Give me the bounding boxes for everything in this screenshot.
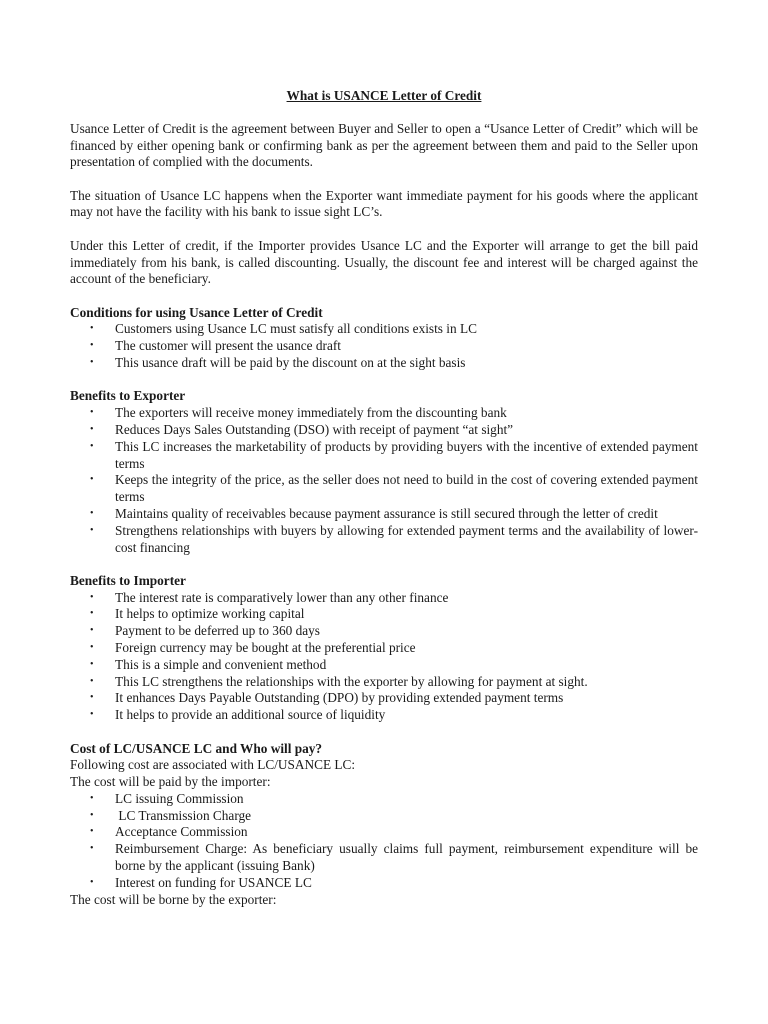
- situation-paragraph: The situation of Usance LC happens when the Exporter want immediate payment for his goods where the applicant may not have the facility with his bank to issue sight LC’s.: [70, 187, 698, 220]
- bullet-icon: •: [90, 625, 94, 637]
- importer-cost-list: [70, 791, 698, 892]
- bullet-icon: •: [90, 826, 94, 838]
- list-item: • Strengthens relationships with buyers by allowing for extended payment terms and the availability of lower-cost financing: [90, 522, 698, 555]
- list-item: • Reimbursement Charge: As beneficiary usually claims full payment, reimbursement expenditure will be borne by the applicant (issuing Bank): [90, 841, 698, 874]
- cost-intro: Following cost are associated with LC/USANCE LC:: [70, 757, 356, 773]
- document-page: [70, 88, 698, 908]
- conditions-heading: Conditions for using Usance Letter of Credit: [70, 304, 323, 320]
- bullet-icon: •: [90, 591, 94, 603]
- intro-paragraph: Usance Letter of Credit is the agreement between Buyer and Seller to open a “Usance Letter of Credit” which will be financed by either opening bank or confirming bank as per the agreement between them and paid to the Seller upon presentation of complied with the documents.: [70, 120, 698, 170]
- bullet-icon: •: [90, 792, 94, 804]
- list-item: • LC Transmission Charge: [90, 807, 252, 823]
- importer-benefits-list: [70, 590, 698, 724]
- list-item: • The customer will present the usance draft: [90, 338, 341, 354]
- bullet-icon: •: [90, 843, 94, 855]
- list-item: • This is a simple and convenient method: [90, 656, 327, 672]
- list-item: • The exporters will receive money immediately from the discounting bank: [90, 405, 507, 421]
- bullet-icon: •: [90, 507, 94, 519]
- bullet-icon: •: [90, 440, 94, 452]
- bullet-icon: •: [90, 709, 94, 721]
- discounting-paragraph: Under this Letter of credit, if the Importer provides Usance LC and the Exporter will arrange to get the bill paid immediately from his bank, is called discounting. Usually, the discount fee and interest will be charged against the account of the beneficiary.: [70, 237, 698, 287]
- cost-importer-line: The cost will be paid by the importer:: [70, 774, 271, 790]
- list-item: • Interest on funding for USANCE LC: [90, 874, 312, 890]
- list-item: • It enhances Days Payable Outstanding (DPO) by providing extended payment terms: [90, 690, 564, 706]
- list-item: • It helps to provide an additional source of liquidity: [90, 707, 386, 723]
- bullet-icon: •: [90, 876, 94, 888]
- list-item: • This LC increases the marketability of products by providing buyers with the incentive of extended payment terms: [90, 438, 698, 471]
- list-item: • It helps to optimize working capital: [90, 606, 305, 622]
- bullet-icon: •: [90, 357, 94, 369]
- list-item: • The interest rate is comparatively lower than any other finance: [90, 589, 449, 605]
- list-item: • LC issuing Commission: [90, 790, 244, 806]
- cost-exporter-line: The cost will be borne by the exporter:: [70, 891, 277, 907]
- bullet-icon: •: [90, 692, 94, 704]
- list-item: • Keeps the integrity of the price, as the seller does not need to build in the cost of covering extended payment terms: [90, 472, 698, 505]
- list-item: • Payment to be deferred up to 360 days: [90, 623, 320, 639]
- bullet-icon: •: [90, 474, 94, 486]
- bullet-icon: •: [90, 675, 94, 687]
- cost-heading: Cost of LC/USANCE LC and Who will pay?: [70, 740, 323, 756]
- list-item: • This usance draft will be paid by the discount on at the sight basis: [90, 355, 466, 371]
- conditions-list: [70, 321, 698, 371]
- bullet-icon: •: [90, 323, 94, 335]
- list-item: • This LC strengthens the relationships with the exporter by allowing for payment at sight.: [90, 673, 588, 689]
- bullet-icon: •: [90, 407, 94, 419]
- list-item: • Foreign currency may be bought at the preferential price: [90, 640, 416, 656]
- list-item: • Acceptance Commission: [90, 824, 248, 840]
- bullet-icon: •: [90, 340, 94, 352]
- exporter-benefits-list: [70, 405, 698, 556]
- list-item: • Reduces Days Sales Outstanding (DSO) with receipt of payment “at sight”: [90, 421, 514, 437]
- bullet-icon: •: [90, 608, 94, 620]
- document-title: What is USANCE Letter of Credit: [286, 88, 482, 103]
- bullet-icon: •: [90, 524, 94, 536]
- bullet-icon: •: [90, 642, 94, 654]
- bullet-icon: •: [90, 809, 94, 821]
- bullet-icon: •: [90, 423, 94, 435]
- list-item: • Maintains quality of receivables because payment assurance is still secured through the letter of credit: [90, 505, 658, 521]
- exporter-benefits-heading: Benefits to Exporter: [70, 388, 186, 404]
- list-item: • Customers using Usance LC must satisfy all conditions exists in LC: [90, 321, 477, 337]
- importer-benefits-heading: Benefits to Importer: [70, 572, 186, 588]
- bullet-icon: •: [90, 658, 94, 670]
